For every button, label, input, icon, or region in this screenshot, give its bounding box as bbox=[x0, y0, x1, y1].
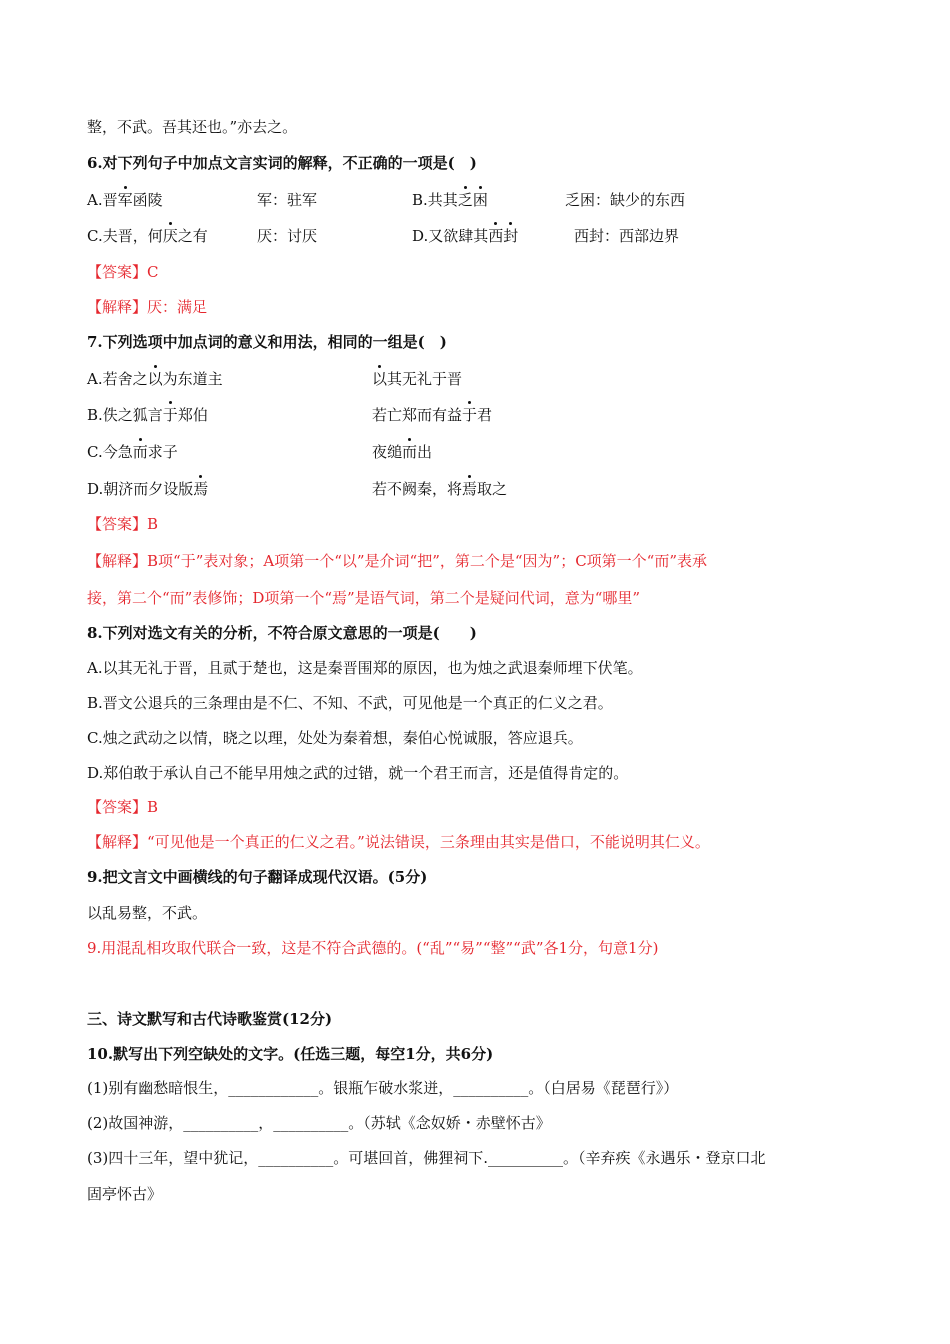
q10-stem: 10.默写出下列空缺处的文字。(任选三题，每空1分，共6分) bbox=[87, 1045, 494, 1063]
q9-answer: 9.用混乱相攻取代联合一致，这是不符合武德的。(“乱”“易”“整”“武”各1分，句意1分) bbox=[87, 939, 659, 957]
q7-option-b-left: B.佚之狐言于郑伯 bbox=[87, 406, 208, 424]
q6-gloss-b: 乏困：缺少的东西 bbox=[565, 191, 686, 209]
q6-gloss-c: 厌：讨厌 bbox=[257, 227, 318, 245]
q6-explanation: 【解释】厌：满足 bbox=[87, 298, 208, 316]
q7-option-d-right: 若不阙秦，将焉取之 bbox=[372, 480, 508, 498]
q10-item-3: (3)四十三年，望中犹记，__________。可堪回首，佛狸祠下.__________。（辛弃疾《永遇乐・登京口北 bbox=[87, 1149, 766, 1167]
q7-answer: 【答案】B bbox=[87, 515, 159, 533]
section-3-title: 三、诗文默写和古代诗歌鉴赏(12分) bbox=[87, 1010, 333, 1028]
q6-gloss-a: 军：驻军 bbox=[257, 191, 318, 209]
q7-explanation-line-2: 接，第二个“而”表修饰；D项第一个“焉”是语气词，第二个是疑问代词，意为“哪里” bbox=[87, 589, 641, 607]
q6-option-b: B.共其乏困 bbox=[412, 191, 488, 209]
q6-answer: 【答案】C bbox=[87, 263, 159, 281]
q6-option-d: D.又欲肆其西封 bbox=[412, 227, 519, 245]
q8-answer: 【答案】B bbox=[87, 798, 159, 816]
q10-item-3-continued: 固亭怀古》 bbox=[87, 1185, 163, 1203]
q7-option-d-left: D.朝济而夕设版焉 bbox=[87, 480, 209, 498]
q6-option-c: C.夫晋，何厌之有 bbox=[87, 227, 208, 245]
q8-option-a: A.以其无礼于晋，且贰于楚也，这是秦晋围郑的原因，也为烛之武退秦师埋下伏笔。 bbox=[87, 659, 643, 677]
q8-option-d: D.郑伯敢于承认自己不能早用烛之武的过错，就一个君王而言，还是值得肯定的。 bbox=[87, 764, 629, 782]
q6-option-a: A.晋军函陵 bbox=[87, 191, 163, 209]
q9-sentence: 以乱易整，不武。 bbox=[87, 904, 208, 922]
q6-gloss-d: 西封：西部边界 bbox=[574, 227, 680, 245]
q7-explanation-line-1: 【解释】B项“于”表对象；A项第一个“以”是介词“把”，第二个是“因为”；C项第一个“而”表承 bbox=[87, 552, 708, 570]
q8-stem: 8.下列对选文有关的分析，不符合原文意思的一项是( ) bbox=[87, 624, 477, 642]
q7-option-c-right: 夜缒而出 bbox=[372, 443, 433, 461]
q10-item-2: (2)故国神游，__________，__________。（苏轼《念奴娇・赤壁怀古》 bbox=[87, 1114, 551, 1132]
q8-explanation: 【解释】“可见他是一个真正的仁义之君。”说法错误，三条理由其实是借口，不能说明其仁义。 bbox=[87, 833, 710, 851]
q10-item-1: (1)别有幽愁暗恨生，____________。银瓶乍破水浆迸，__________。（白居易《琵琶行》） bbox=[87, 1079, 679, 1097]
q7-stem: 7.下列选项中加点词的意义和用法，相同的一组是( ) bbox=[87, 333, 447, 351]
q7-option-a-right: 以其无礼于晋 bbox=[372, 370, 463, 388]
intro-line: 整，不武。吾其还也。”亦去之。 bbox=[87, 118, 298, 136]
q7-option-b-right: 若亡郑而有益于君 bbox=[372, 406, 493, 424]
q7-option-c-left: C.今急而求子 bbox=[87, 443, 178, 461]
q9-stem: 9.把文言文中画横线的句子翻译成现代汉语。(5分) bbox=[87, 868, 428, 886]
q8-option-c: C.烛之武动之以情，晓之以理，处处为秦着想，秦伯心悦诚服，答应退兵。 bbox=[87, 729, 583, 747]
q7-option-a-left: A.若舍之以为东道主 bbox=[87, 370, 223, 388]
q8-option-b: B.晋文公退兵的三条理由是不仁、不知、不武，可见他是一个真正的仁义之君。 bbox=[87, 694, 613, 712]
q6-stem: 6.对下列句子中加点文言实词的解释，不正确的一项是( ) bbox=[87, 154, 477, 172]
